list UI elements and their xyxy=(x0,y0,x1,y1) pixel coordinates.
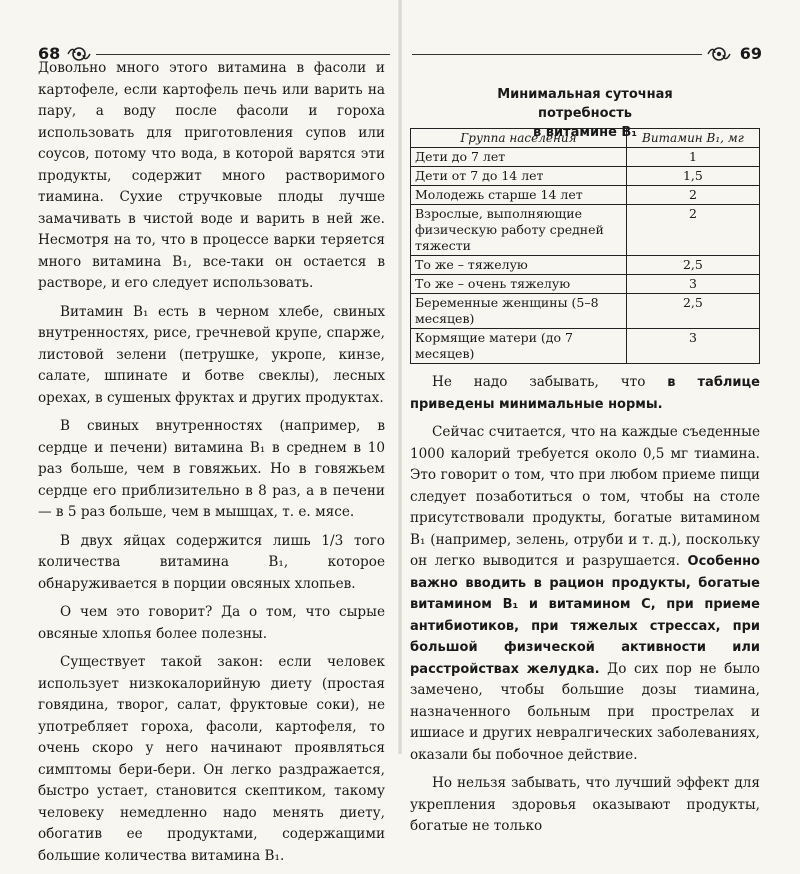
ornament-icon xyxy=(706,44,732,64)
value-cell: 2 xyxy=(626,205,759,256)
group-cell: Кормящие матери (до 7 месяцев) xyxy=(411,329,627,364)
paragraph: В свиных внутренностях (например, в сердце и печени) витамина B₁ в среднем в 10 раз больше, чем в говяжьих. Но в говяжьем сердце его приблизительно в 8 раз, а в печени — в 5 раз больше, чем в мышцах, т. е. мясе. xyxy=(38,418,385,520)
paragraph-text: Не надо забывать, что xyxy=(432,374,668,390)
value-cell: 1 xyxy=(626,148,759,167)
table-row xyxy=(411,186,760,205)
paragraph xyxy=(410,422,760,766)
table-header-row xyxy=(411,129,760,148)
table-row xyxy=(411,205,760,256)
bold-text: Особенно важно вводить в рацион продукты, богатые витамином B₁ и витамином С, при приеме антибиотиков, при тяжелых стрессах, при большой физической активности или расстройствах желудка. xyxy=(410,554,760,677)
value-cell: 3 xyxy=(626,275,759,294)
value-cell: 1,5 xyxy=(626,167,759,186)
group-cell: То же – тяжелую xyxy=(411,256,627,275)
value-cell: 3 xyxy=(626,329,759,364)
bold-text: в таблице приведены минимальные нормы. xyxy=(410,375,760,412)
table-title-line: в витамине B₁ xyxy=(532,125,638,140)
page-number: 69 xyxy=(739,44,762,63)
group-cell: Взрослые, выполняющие физическую работу средней тяжести xyxy=(411,205,627,256)
paragraph: Довольно много этого витамина в фасоли и картофеле, если картофель печь или варить на пару, а воду после фасоли и гороха использовать для приготовления супов или соусов, потому что вода, в которой варятся эти продукты, содержит много растворимого тиамина. Сухие стручковые плоды лучше замачивать в чистой воде и варить в ней же. Несмотря на то, что в процессе варки теряется много витамина B₁, все-таки он остается в растворе, и его следует использовать. xyxy=(38,60,385,291)
header-rule xyxy=(412,54,702,55)
group-cell: Молодежь старше 14 лет xyxy=(411,186,627,205)
table-row xyxy=(411,148,760,167)
left-page xyxy=(0,0,400,864)
paragraph-text: Сейчас считается, что на каждые съеденные 1000 калорий требуется около 0,5 мг тиамина. Это говорит о том, что при любом приеме пищи следует позаботиться о том, чтобы на столе присутствовали продукты, богатые витамином B₁ (например, зелень, отруби и т. д.), поскольку он легко выводится и разрушается. xyxy=(410,424,760,569)
value-cell: 2 xyxy=(626,186,759,205)
table-header-cell: Группа населения xyxy=(411,129,627,148)
left-text-column xyxy=(38,58,385,874)
table-row xyxy=(411,294,760,329)
header-rule xyxy=(96,54,390,55)
group-cell: Беременные женщины (5–8 месяцев) xyxy=(411,294,627,329)
table-row xyxy=(411,256,760,275)
page-number: 68 xyxy=(38,44,61,63)
table-title-line: Минимальная суточная потребность xyxy=(497,87,673,121)
value-cell: 2,5 xyxy=(626,294,759,329)
paragraph: Но нельзя забывать, что лучший эффект для укрепления здоровья оказывают продукты, богатые не только xyxy=(410,775,760,834)
table-header-cell: Витамин B₁, мг xyxy=(626,129,759,148)
table-row xyxy=(411,167,760,186)
right-page-header xyxy=(412,44,762,68)
right-text-column xyxy=(410,372,760,845)
paragraph-text: До сих пор не было замечено, чтобы большие дозы тиамина, назначенного больным при прострелах и ишиасе и других невралгических заболеваниях, оказали бы побочное действие. xyxy=(410,660,760,763)
table-row xyxy=(411,329,760,364)
paragraph: Витамин B₁ есть в черном хлебе, свиных внутренностях, рисе, гречневой крупе, спарже, листовой зелени (петрушке, укропе, кинзе, салате, шпинате и ботве свеклы), лесных орехах, в сушеных фруктах и других продуктах. xyxy=(38,303,385,406)
group-cell: Дети до 7 лет xyxy=(411,148,627,167)
value-cell: 2,5 xyxy=(626,256,759,275)
paragraph: В двух яйцах содержится лишь 1/3 того количества витамина B₁, которое обнаруживается в порции овсяных хлопьев. xyxy=(38,532,385,592)
paragraph xyxy=(410,372,760,415)
right-page xyxy=(400,0,800,834)
vitamin-table xyxy=(410,128,760,364)
group-cell: Дети от 7 до 14 лет xyxy=(411,167,627,186)
group-cell: То же – очень тяжелую xyxy=(411,275,627,294)
paragraph: О чем это говорит? Да о том, что сырые овсяные хлопья более полезны. xyxy=(38,604,385,642)
table-row xyxy=(411,275,760,294)
paragraph: Существует такой закон: если человек использует низкокалорийную диету (простая говядина, творог, салат, фруктовые соки), не употребляет гороха, фасоли, картофеля, то очень скоро у него начинают проявляться симптомы бери-бери. Он легко раздражается, быстро устает, становится скептиком, такому человеку немедленно надо менять диету, обогатив ее продуктами, содержащими большие количества витамина B₁. xyxy=(38,654,385,864)
